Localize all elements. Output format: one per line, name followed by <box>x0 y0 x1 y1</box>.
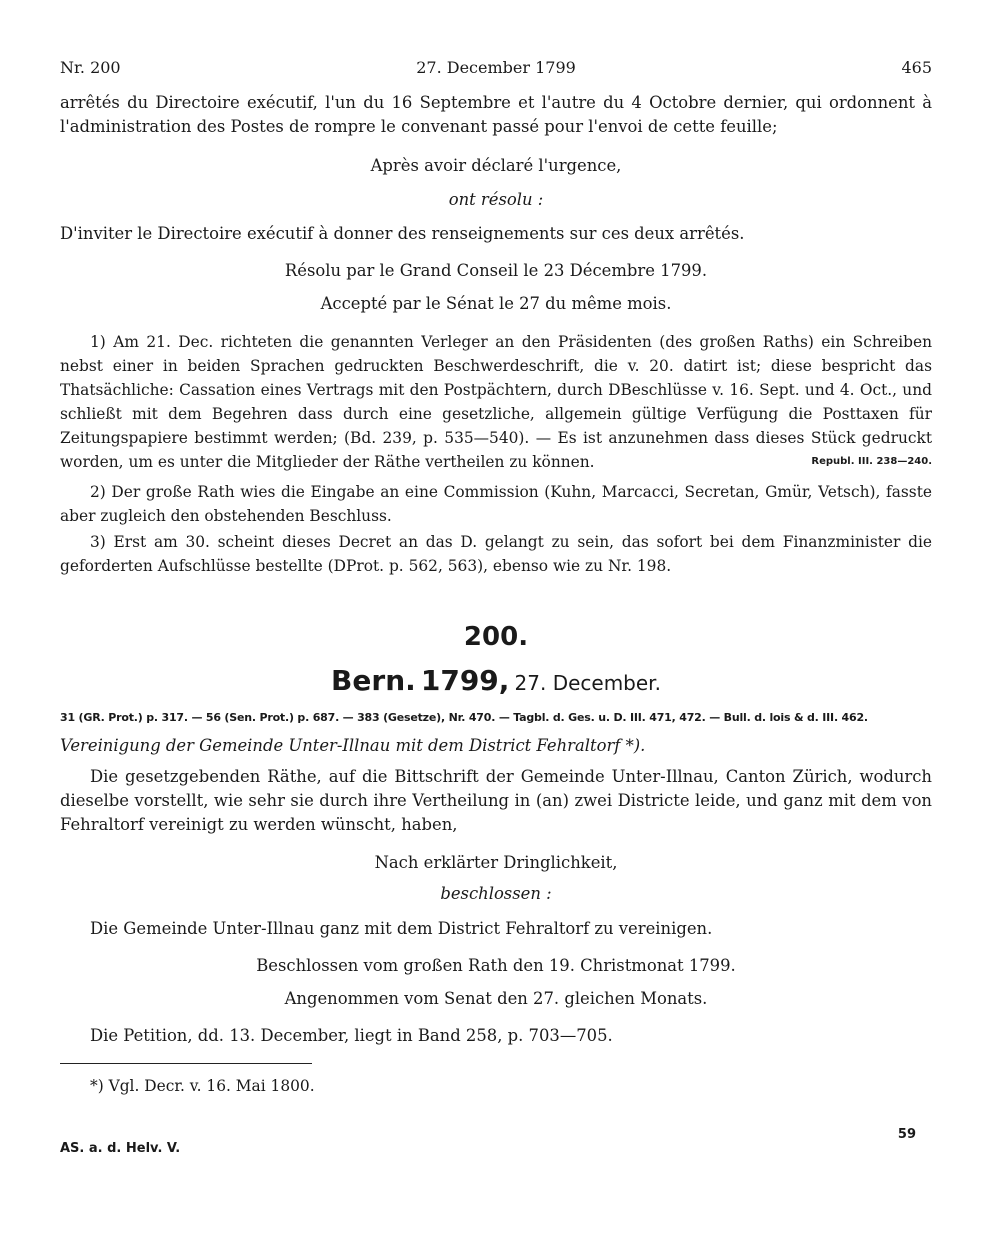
place-year: 1799, <box>420 664 510 697</box>
note-1-reference: Republ. III. 238—240. <box>811 456 932 467</box>
inviter-line: D'inviter le Directoire exécutif à donner des renseignements sur ces deux arrêtés. <box>60 224 745 243</box>
accepte-line: Accepté par le Sénat le 27 du même mois. <box>320 294 672 313</box>
note-2: 2) Der große Rath wies die Eingabe an eine Commission (Kuhn, Marcacci, Secretan, Gmür, Vetsch), fasste aber zugleich den obstehenden Beschluss. <box>60 483 932 525</box>
document-title: Vereinigung der Gemeinde Unter-Illnau mit dem District Fehraltorf *). <box>60 736 646 755</box>
note-1-text: 1) Am 21. Dec. richteten die genannten Verleger an den Präsidenten (des großen Raths) ein Schreiben nebst einer in beiden Sprachen gedruckten Beschwerdeschrift, die v. 20. datirt ist; diese bespricht das Thatsächliche: Cassation eines Vertrags mit den Postpächtern, durch DBeschlüsse v. 16. Sept. und 4. Oct., und schließt mit dem Begehren dass durch eine gesetzliche, allgemein gültige Verfügung die Posttaxen für Zeitungspapiere bestimmt werden; (Bd. 239, p. 535—540). — Es ist anzunehmen dass dieses Stück gedruckt worden, um es unter die Mitglieder der Räthe vertheilen zu können. <box>60 333 932 471</box>
urgence-line: Après avoir déclaré l'urgence, <box>370 156 622 175</box>
decision-line: Die Gemeinde Unter-Illnau ganz mit dem District Fehraltorf zu vereinigen. <box>90 919 713 938</box>
source-references: 31 (GR. Prot.) p. 317. — 56 (Sen. Prot.) p. 687. — 383 (Gesetze), Nr. 470. — Tagbl. d. Ges. u. D. III. 471, 472. — Bull. d. lois & d. III. 462. <box>60 711 868 724</box>
resolu-line: ont résolu : <box>448 190 544 209</box>
footnote: *) Vgl. Decr. v. 16. Mai 1800. <box>90 1077 315 1095</box>
header-page-number: 465 <box>901 58 932 77</box>
document-number: 200. <box>463 622 529 652</box>
note-1 <box>60 330 932 474</box>
resolu-conseil-line: Résolu par le Grand Conseil le 23 Décembre 1799. <box>284 261 708 280</box>
document-body: Die gesetzgebenden Räthe, auf die Bittschrift der Gemeinde Unter-Illnau, Canton Zürich, wodurch dieselbe vorstellt, wie sehr sie durch ihre Vertheilung in (an) zwei Districte leide, und ganz mit dem von Fehraltorf vereinigt zu werden wünscht, haben, <box>60 767 932 834</box>
header-number: Nr. 200 <box>60 58 121 77</box>
note-3: 3) Erst am 30. scheint dieses Decret an das D. gelangt zu sein, das sofort bei dem Finanzminister die geforderten Aufschlüsse bestellte (DProt. p. 562, 563), ebenso wie zu Nr. 198. <box>60 533 932 575</box>
prev-paragraph: arrêtés du Directoire exécutif, l'un du 16 Septembre et l'autre du 4 Octobre dernier, qui ordonnent à l'administration des Postes de rompre le convenant passé pour l'envoi de cette feuille; <box>60 93 932 136</box>
footnote-rule <box>60 1063 312 1064</box>
place-day: 27. December. <box>514 671 661 695</box>
beschlossen-rath-line: Beschlossen vom großen Rath den 19. Christmonat 1799. <box>256 956 736 975</box>
dringlichkeit-line: Nach erklärter Dringlichkeit, <box>374 853 618 872</box>
footer-source: AS. a. d. Helv. V. <box>60 1141 181 1156</box>
beschlossen-line: beschlossen : <box>440 884 552 903</box>
place-name: Bern. <box>331 664 416 697</box>
page-header <box>60 58 932 80</box>
header-date: 27. December 1799 <box>416 58 576 77</box>
petition-line: Die Petition, dd. 13. December, liegt in Band 258, p. 703—705. <box>90 1026 613 1045</box>
footer-signature: 59 <box>897 1127 916 1142</box>
angenommen-line: Angenommen vom Senat den 27. gleichen Monats. <box>284 989 708 1008</box>
place-date-line <box>60 661 932 705</box>
